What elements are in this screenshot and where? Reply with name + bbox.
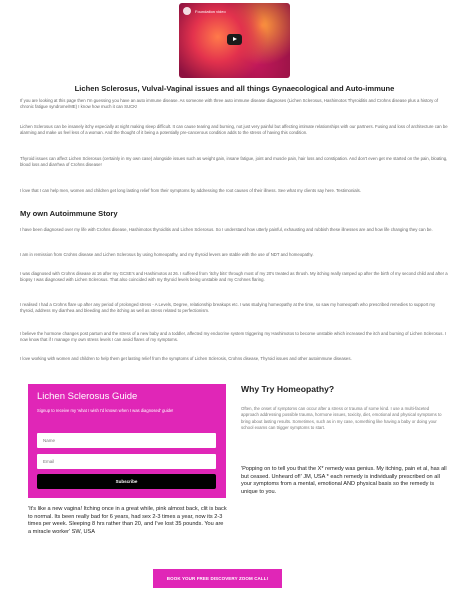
- page-title: Lichen Sclerosus, Vulval-Vaginal issues and all things Gynaecological and Auto-immune: [74, 84, 395, 93]
- story-heading: My own Autoimmune Story: [20, 209, 118, 218]
- guide-title: Lichen Sclerosus Guide: [37, 391, 138, 402]
- email-field[interactable]: [37, 454, 216, 469]
- lichen-guide-signup: [28, 384, 226, 498]
- intro-video[interactable]: [179, 3, 290, 78]
- intro-paragraph: Thyroid issues can affect Lichen Sclerosus (certainly in my own case) alongside issues such as weight gain, insane fatigue, joint and muscle pain, hair loss and constipation. And don't even get me started on the pain, bloating, blood loss and diarrhea of Crohns disease!: [20, 156, 448, 168]
- video-title: Foundation video: [195, 9, 226, 14]
- channel-logo-icon: [183, 7, 191, 15]
- book-discovery-call-button[interactable]: BOOK YOUR FREE DISCOVERY ZOOM CALL!: [153, 569, 282, 588]
- play-icon[interactable]: [227, 34, 242, 45]
- story-paragraph: I was diagnosed with Crohns disease at 16 after my GCSE's and Hashimotos at 26. I suffered from 'itchy bits' through most of my 20's treated as thrush. My itching really ramped up after the birth of my second child and after a biopsy I was diagnosed with Lichen Sclerosus. That also coincided with my thyroid levels being unstable and my Crohnes flaring.: [20, 271, 448, 283]
- name-field[interactable]: [37, 433, 216, 448]
- intro-paragraph: I love that I can help men, women and children get long lasting relief from their symptoms by addressing the root causes of their illness. See what my clients say here. Testimonials.: [20, 188, 361, 193]
- testimonial-quote: 'Popping on to tell you that the X* remedy was genius. My itching, pain et al, has all but ceased. Unheard of!' JM, USA * each remedy is individually prescribed on all your symptoms from a mental, emotional AND physical basis so the remedy is unique to you.: [241, 466, 447, 495]
- subscribe-button[interactable]: Subscribe: [37, 474, 216, 489]
- story-paragraph: I have been diagnosed over my life with Crohns disease, Hashimotos thyroiditis and Lichen Sclerosus. So I understand how utterly painful, exhausting and rubbish these illnesses are and how life changing they can be.: [20, 227, 433, 232]
- story-paragraph: I love working with women and children to help them get lasting relief from the symptoms of Lichen Sclerosis, Crohns disease, Thyroid issues and other autoimmune diseases.: [20, 356, 352, 361]
- guide-subtitle: Signup to receive my 'what I wish I'd known when I was diagnosed' guide!: [37, 408, 174, 413]
- intro-paragraph: Lichen Sclerosus can be insanely itchy especially at night making sleep difficult. It can cause tearing and burning, not just very painful but affecting intimate relationships with our partners. Fusing and loss of architecture can be alarming and make us feel less of a woman. And the thought of it being a potentially pre-cancerous condition adds to the stress of having this condition.: [20, 124, 448, 136]
- testimonial: 'It's like a new vagina! Itching once in a great while, pink almost back, clit is back to normal. Its been really bad for 6 years, had sex 2-3 times a year, now its 2-3 times per week. Sleeping 8 hrs rather than 20, and I've lost 35 pounds. You are a miracle worker' SW, USA: [28, 506, 227, 535]
- intro-paragraph: If you are looking at this page then I'm guessing you have an auto immune disease. As someone with three auto immune disease diagnoses (Lichen Sclerosus, Hashimotos Thyroiditis and Crohns disease plus a history of chronic fatigue syndrome/ME) I know how much it can SUCK!: [20, 98, 439, 110]
- story-paragraph: I realised I had a Crohns flare up after any period of prolonged stress - A Levels, Degree, relationship breakups etc. I was studying homeopathy at the time, so saw my homeopath who prescribed remedies to support my thyroid, address my diarrhea and bleeding and the itching as well as stress related to perfectionism.: [20, 302, 436, 314]
- why-homeopathy-text: Often, the onset of symptoms can occur after a stress or trauma of some kind. I use a multi-faceted approach addressing possible trauma, hormone issues, toxicity, diet, emotional and physical symptoms to bring about lasting results. Sometimes, such as in my case, something like having a baby or doing your school exams can trigger symptoms to start.: [241, 406, 442, 431]
- story-paragraph: I am in remission from Crohns disease and Lichen Sclerosus by using homeopathy, and my thyroid levers are stable with the use of NDT and homeopathy.: [20, 252, 314, 257]
- story-paragraph: I believe the hormone changes post partum and the stress of a new baby and a toddler, affected my endocrine system triggering my Hashimotos to become unstable which increased the itch and burning of Lichen Sclerosus. I now know that if I manage my own stress levels I can avoid flares of my symptoms.: [20, 331, 447, 343]
- why-homeopathy-heading: Why Try Homeopathy?: [241, 384, 335, 394]
